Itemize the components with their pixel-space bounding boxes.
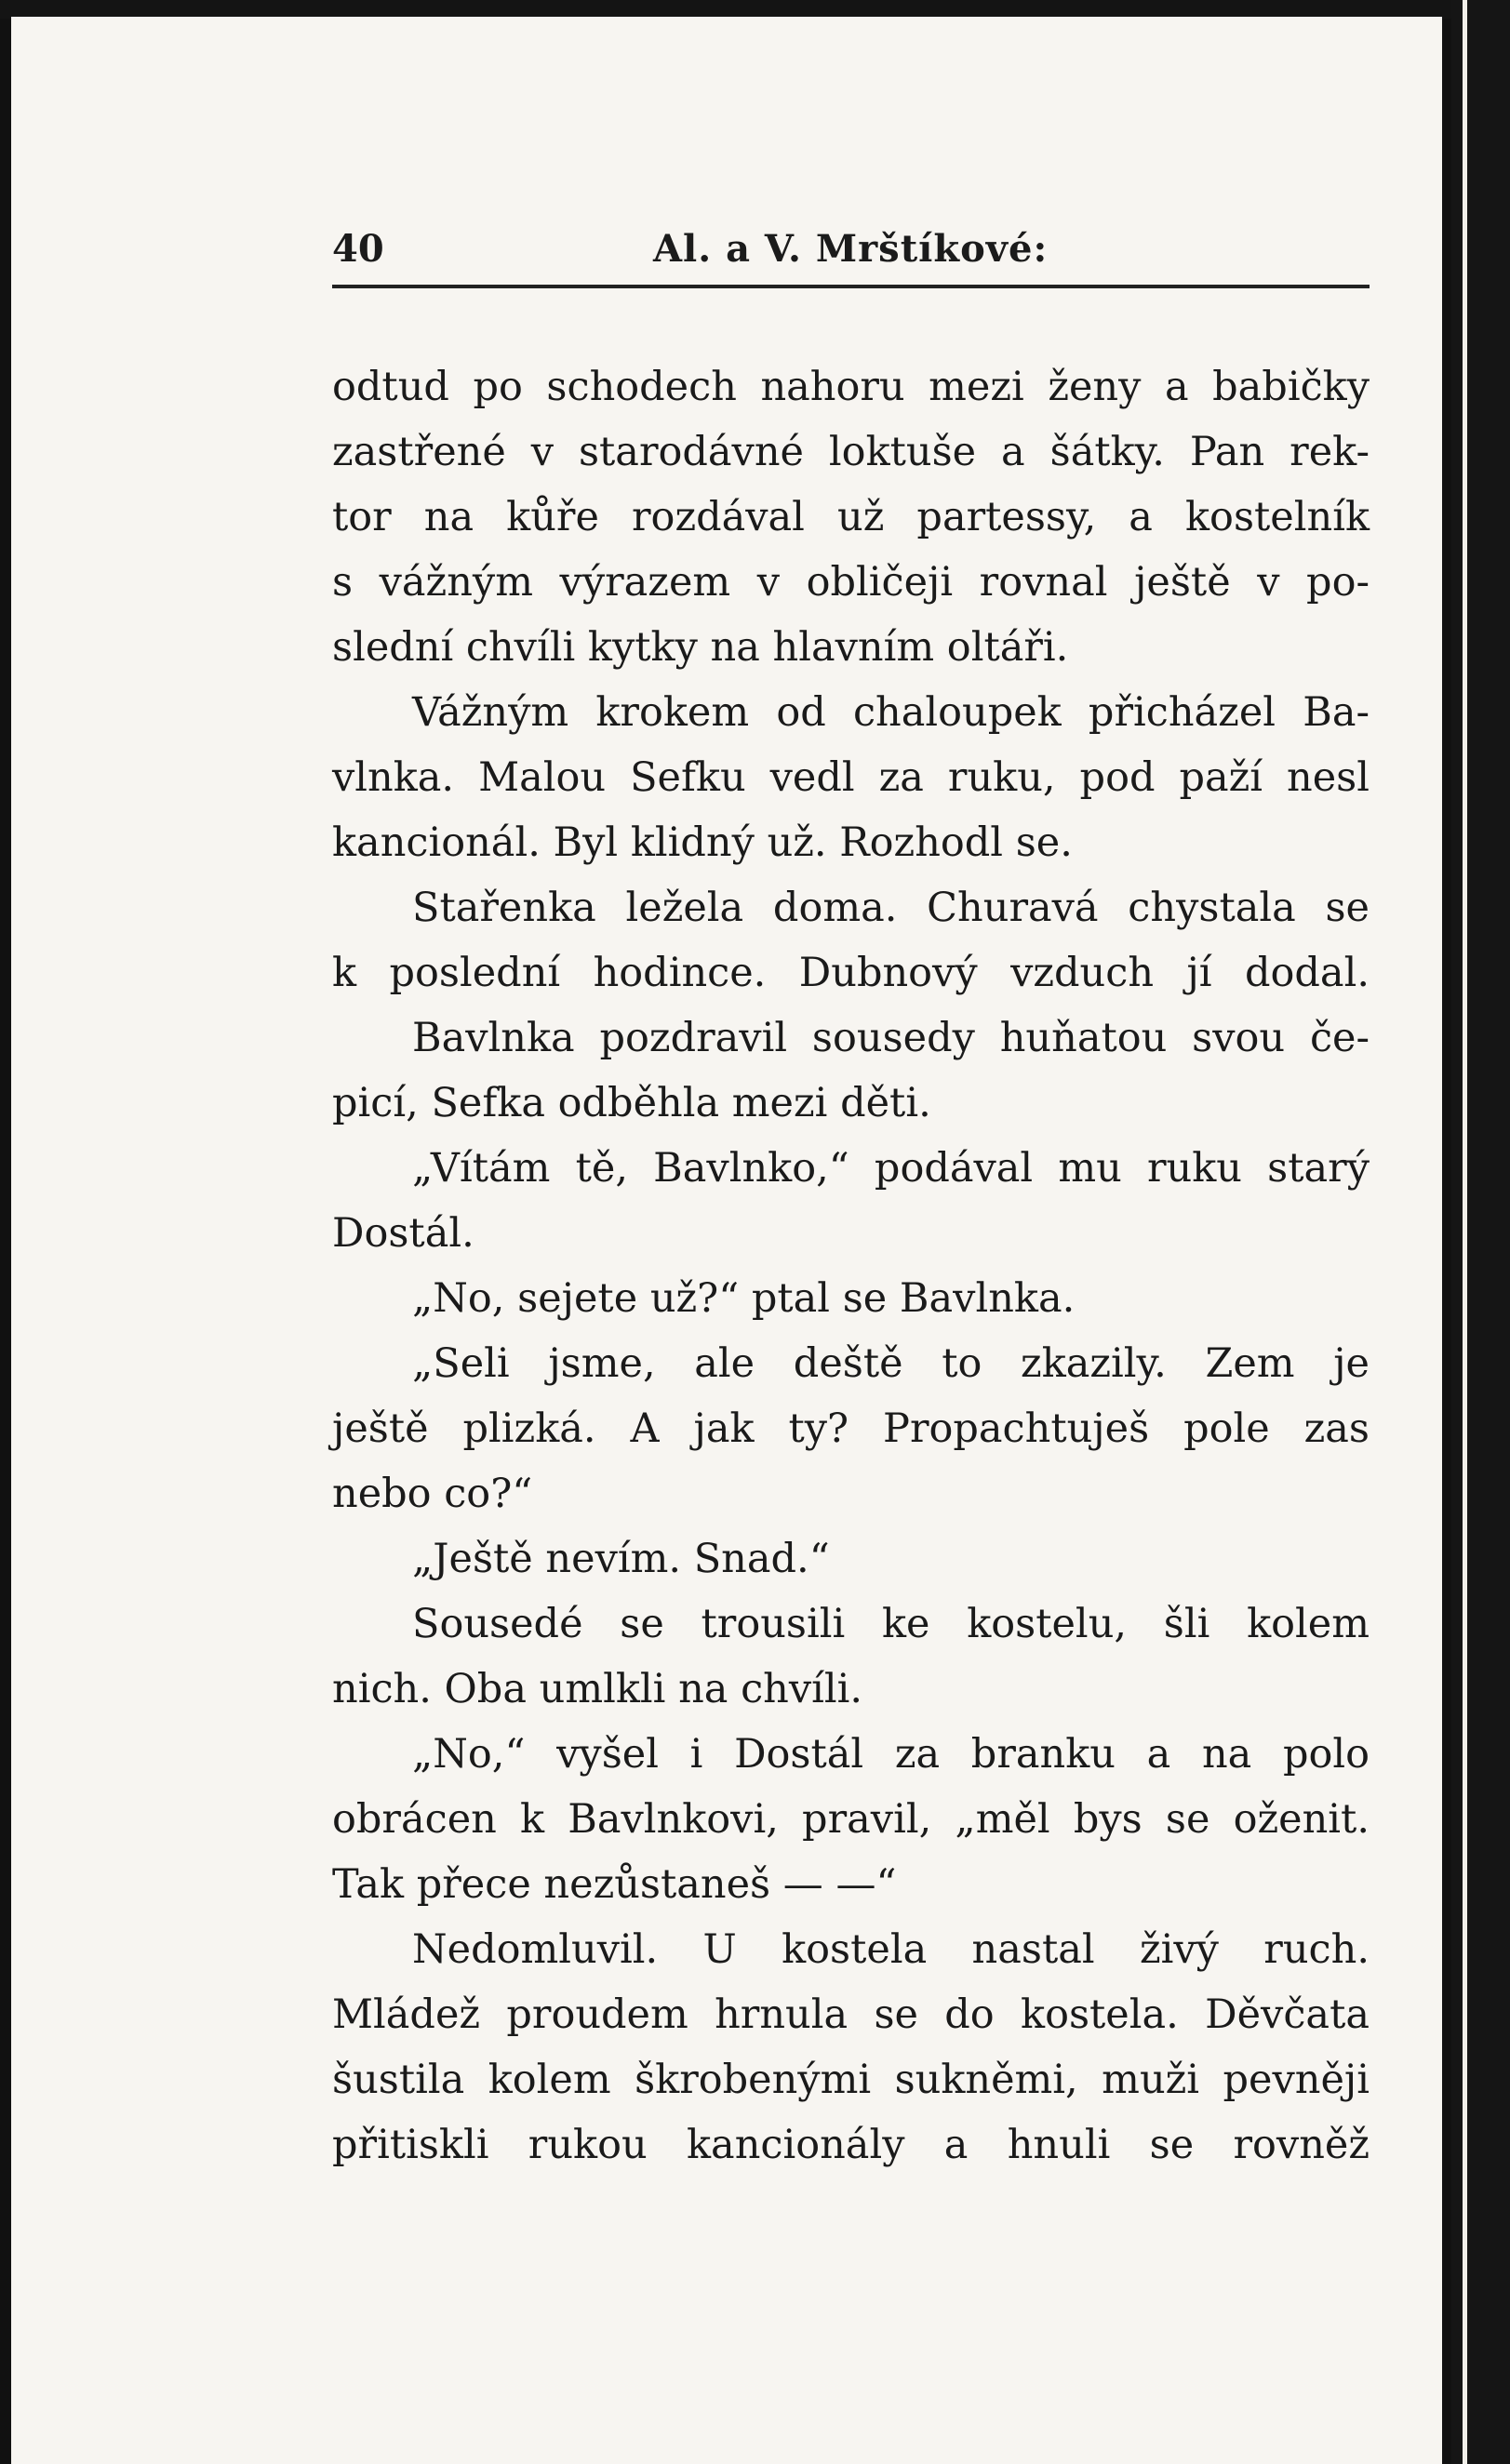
text-line: „Ještě nevím. Snad.“ bbox=[412, 1536, 830, 1582]
text-line: Dostál. bbox=[332, 1210, 474, 1257]
text-line: slední chvíli kytky na hlavním oltáři. bbox=[332, 624, 1069, 671]
text-line: Vážným krokem od chaloupek přicházel Ba- bbox=[412, 689, 1370, 736]
text-line: ještě plizká. A jak ty? Propachtuješ pole zas bbox=[332, 1405, 1370, 1452]
text-line: Bavlnka pozdravil sousedy huňatou svou če- bbox=[412, 1015, 1370, 1061]
text-line: Tak přece nezůstaneš — —“ bbox=[332, 1861, 897, 1908]
header-rule bbox=[332, 285, 1370, 288]
scan-top-edge bbox=[0, 0, 1510, 19]
text-line: odtud po schodech nahoru mezi ženy a babičky bbox=[332, 364, 1370, 410]
text-line: šustila kolem škrobenými sukněmi, muži pevněji bbox=[332, 2057, 1370, 2103]
text-line: „Seli jsme, ale deště to zkazily. Zem je bbox=[412, 1340, 1370, 1387]
text-line: nebo co?“ bbox=[332, 1471, 533, 1517]
text-line: nich. Oba umlkli na chvíli. bbox=[332, 1666, 863, 1712]
text-line: s vážným výrazem v obličeji rovnal ještě v po- bbox=[332, 559, 1370, 606]
text-line: obrácen k Bavlnkovi, pravil, „měl bys se oženit. bbox=[332, 1796, 1370, 1843]
text-line: Sousedé se trousili ke kostelu, šli kolem bbox=[412, 1601, 1370, 1647]
facing-page-edge bbox=[1463, 0, 1467, 2464]
text-line: zastřené v starodávné loktuše a šátky. Pan rek- bbox=[332, 429, 1370, 475]
text-line: přitiskli rukou kancionály a hnuli se rovněž bbox=[332, 2122, 1370, 2168]
text-line: Stařenka ležela doma. Churavá chystala se bbox=[412, 885, 1370, 931]
text-line: Mládež proudem hrnula se do kostela. Děvčata bbox=[332, 1991, 1370, 2038]
text-line: picí, Sefka odběhla mezi děti. bbox=[332, 1080, 931, 1126]
text-line: „No,“ vyšel i Dostál za branku a na polo bbox=[412, 1731, 1370, 1778]
running-title: Al. a V. Mrštíkové: bbox=[653, 227, 1049, 271]
body-text bbox=[332, 354, 1370, 2178]
book-spine-shadow bbox=[1451, 0, 1510, 2464]
text-line: vlnka. Malou Sefku vedl za ruku, pod paží nesl bbox=[332, 754, 1370, 801]
text-line: tor na kůře rozdával už partessy, a kostelník bbox=[332, 494, 1370, 540]
text-line: „Vítám tě, Bavlnko,“ podával mu ruku starý bbox=[412, 1145, 1370, 1192]
page-number: 40 bbox=[332, 227, 384, 271]
text-line: „No, sejete už?“ ptal se Bavlnka. bbox=[412, 1275, 1076, 1322]
text-line: kancionál. Byl klidný už. Rozhodl se. bbox=[332, 819, 1073, 866]
text-line: Nedomluvil. U kostela nastal živý ruch. bbox=[412, 1926, 1370, 1973]
text-line: k poslední hodince. Dubnový vzduch jí dodal. bbox=[332, 950, 1370, 996]
page-header bbox=[332, 221, 1370, 277]
